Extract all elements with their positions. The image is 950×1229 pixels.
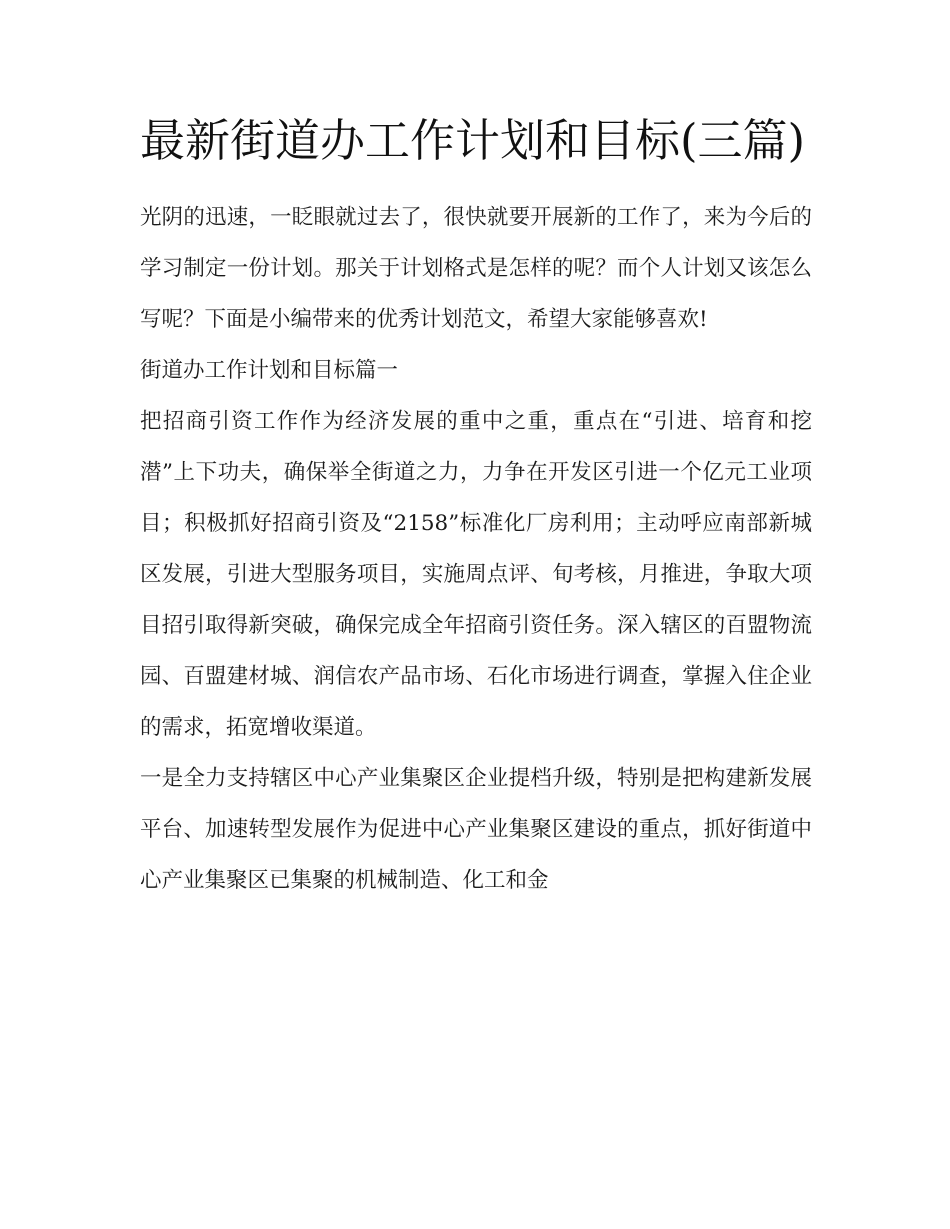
document-page: [140, 108, 812, 906]
document-title: 最新街道办工作计划和目标(三篇): [140, 114, 806, 167]
section-heading: 街道办工作计划和目标篇一: [140, 358, 399, 383]
intro-paragraph: 光阴的迅速，一眨眼就过去了，很快就要开展新的工作了，来为今后的学习制定一份计划。那关于计划格式是怎样的呢？而个人计划又该怎么写呢？下面是小编带来的优秀计划范文，希望大家能够喜欢!: [140, 205, 812, 332]
body-paragraph-2: 一是全力支持辖区中心产业集聚区企业提档升级，特别是把构建新发展平台、加速转型发展作为促进中心产业集聚区建设的重点，抓好街道中心产业集聚区已集聚的机械制造、化工和金: [140, 766, 812, 893]
body-paragraph-1: 把招商引资工作作为经济发展的重中之重，重点在“引进、培育和挖潜”上下功夫，确保举全街道之力，力争在开发区引进一个亿元工业项目；积极抓好招商引资及“2158”标准化厂房利用；主动呼应南部新城区发展，引进大型服务项目，实施周点评、旬考核，月推进，争取大项目招引取得新突破，确保完成全年招商引资任务。深入辖区的百盟物流园、百盟建材城、润信农产品市场、石化市场进行调查，掌握入住企业的需求，拓宽增收渠道。: [140, 409, 812, 740]
